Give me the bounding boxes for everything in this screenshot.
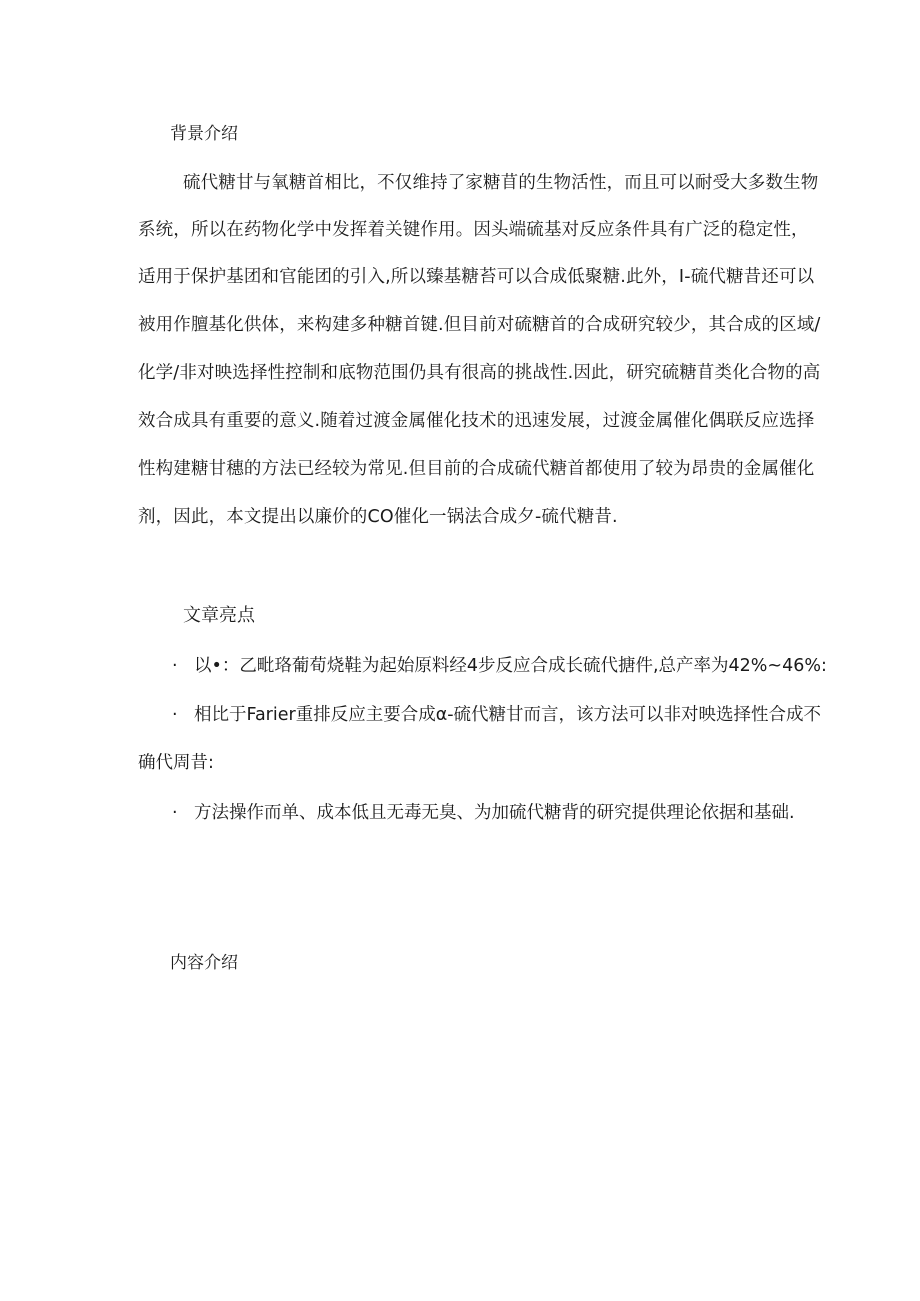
highlights-heading: 文章亮点 [183, 605, 255, 626]
background-line-7: 性构建糖甘穗的方法已经较为常见.但目前的合成硫代糖首都使用了较为昂贵的金属催化 [138, 459, 815, 479]
highlight-item-1 [172, 655, 827, 677]
bullet-icon: · [172, 803, 178, 823]
background-line-5: 化学/非对映选择性控制和底物范围仍具有很高的挑战性.因此，研究硫糖苜类化合物的高 [138, 363, 821, 383]
background-line-1: 硫代糖甘与氧糖首相比，不仅维持了家糖苜的生物活性，而且可以耐受大多数生物 [183, 173, 819, 193]
background-line-8: 剂，因此，本文提出以廉价的CO催化一锅法合成夕-硫代糖昔. [138, 507, 618, 527]
highlight-item-2-continuation: 确代周昔: [138, 753, 214, 773]
highlight-item-2-text: 相比于Farier重排反应主要合成α-硫代糖甘而言，该方法可以非对映选择性合成不 [194, 705, 822, 725]
highlight-item-3-text: 方法操作而单、成本低且无毒无臭、为加硫代糖背的研究提供理论依据和基础. [194, 803, 795, 823]
background-line-6: 效合成具有重要的意义.随着过渡金属催化技术的迅速发展，过渡金属催化偶联反应选择 [138, 411, 815, 431]
highlight-item-1-text: 以•：乙毗珞葡荀烧鞋为起始原料经4步反应合成长硫代搪件,总产率为42%~46%: [194, 656, 827, 676]
content-heading: 内容介绍 [170, 953, 238, 973]
highlight-item-3 [172, 802, 795, 824]
bullet-icon: · [172, 656, 178, 676]
background-line-2: 系统，所以在药物化学中发挥着关键作用。因头端硫基对反应条件具有广泛的稳定性， [138, 220, 809, 240]
bullet-icon: · [172, 705, 178, 725]
highlight-item-2 [172, 704, 821, 726]
background-line-3: 适用于保护基团和官能团的引入,所以臻基糖苔可以合成低聚糖.此外，I-硫代糖昔还可以 [138, 267, 815, 287]
background-line-4: 被用作膻基化供体，来构建多种糖首键.但目前对硫糖首的合成研究较少，其合成的区域/ [138, 315, 821, 335]
background-heading: 背景介绍 [170, 124, 238, 144]
